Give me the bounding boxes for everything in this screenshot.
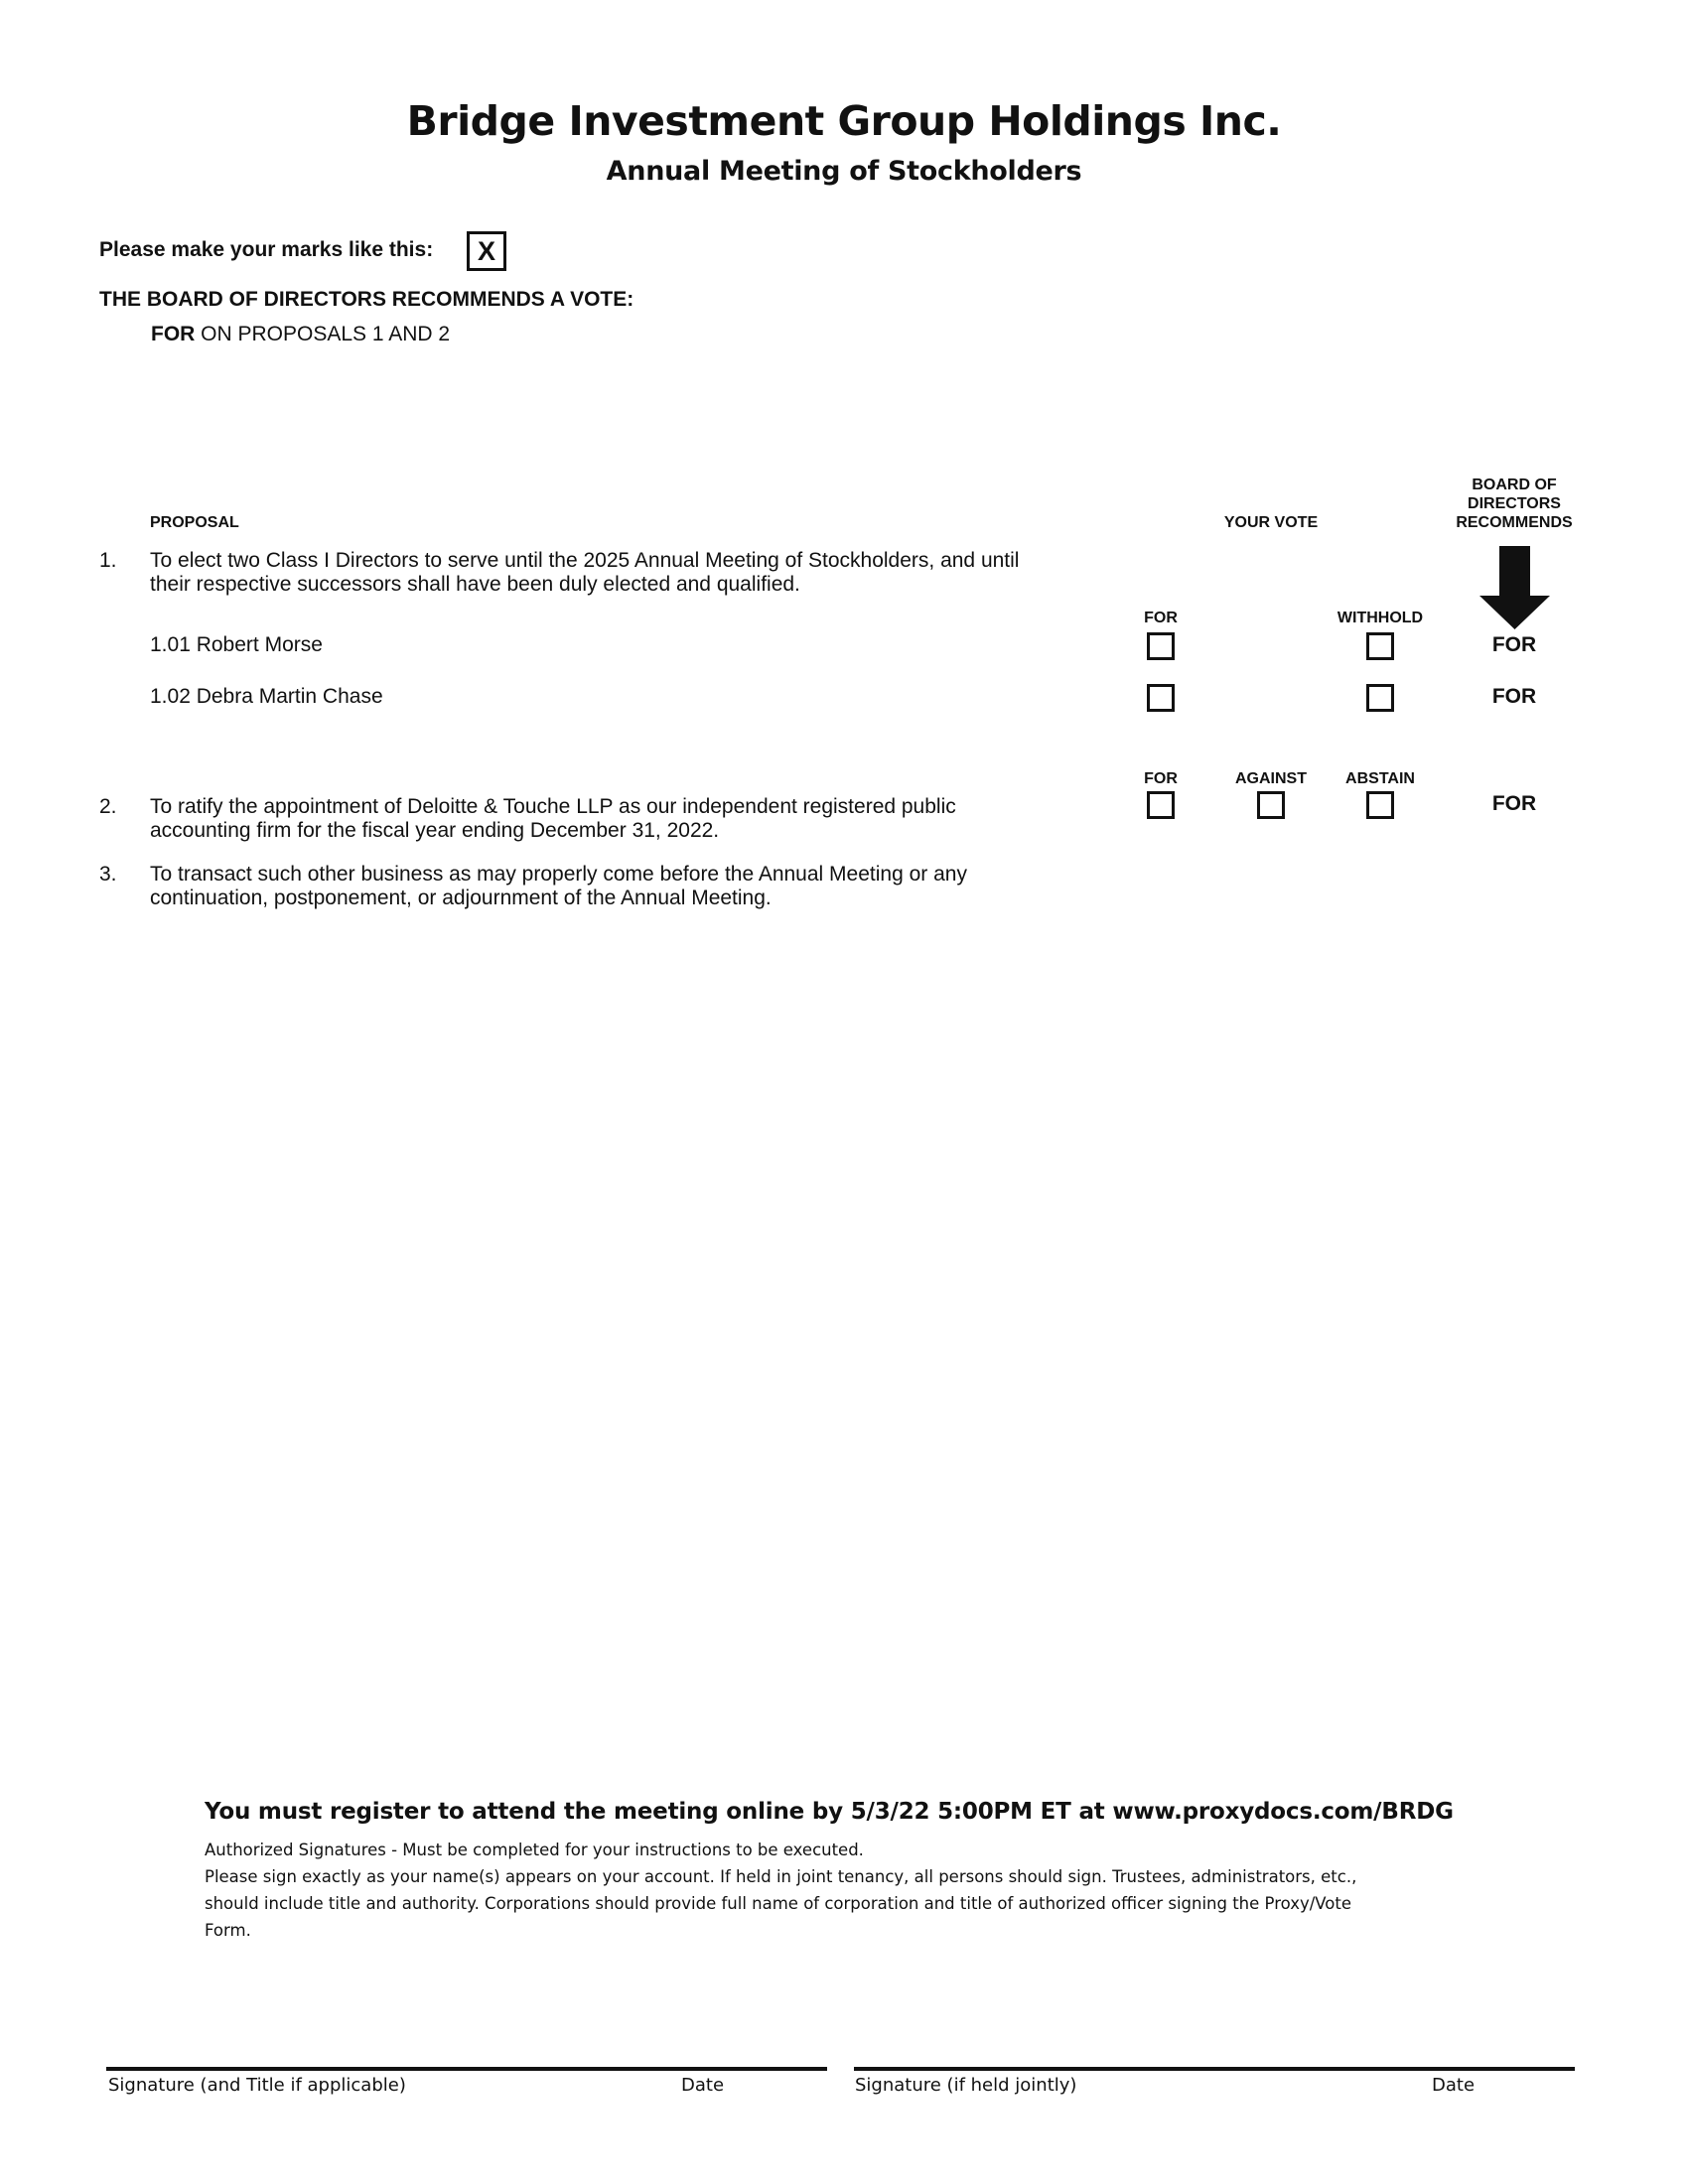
signing-instructions-line1: Please sign exactly as your name(s) appears on your account. If held in joint tenancy, all persons should sign. Trustees, administrators, etc., [205, 1867, 1357, 1886]
nominee-1-01-recommendation: FOR [1491, 633, 1537, 656]
nominee-1-02-recommendation: FOR [1491, 685, 1537, 708]
signing-instructions-line2: should include title and authority. Corporations should provide full name of corporation and title of authorized officer signing the Proxy/Vote [205, 1894, 1352, 1913]
marks-instruction: Please make your marks like this: [99, 238, 434, 261]
signature-line-2[interactable] [854, 2067, 1575, 2071]
proposal-2-abstain-label: ABSTAIN [1345, 770, 1415, 787]
signature-2-label: Signature (if held jointly) [855, 2075, 1077, 2096]
down-arrow-icon [1477, 546, 1552, 629]
proposal-1-line2: their respective successors shall have been duly elected and qualified. [150, 573, 800, 596]
proposal-1-line1: To elect two Class I Directors to serve until the 2025 Annual Meeting of Stockholders, and until [150, 549, 1020, 572]
proposal-2-abstain-checkbox[interactable] [1366, 791, 1394, 819]
board-recommendation-heading: THE BOARD OF DIRECTORS RECOMMENDS A VOTE: [99, 288, 634, 311]
proposal-2-line2: accounting firm for the fiscal year ending December 31, 2022. [150, 819, 720, 842]
nominee-1-01-for-checkbox[interactable] [1147, 632, 1175, 660]
proposal-2-against-checkbox[interactable] [1257, 791, 1285, 819]
proposal-2-text [150, 795, 1103, 843]
proposal-2-recommendation: FOR [1491, 792, 1537, 815]
mark-example-box: X [467, 231, 506, 271]
proposal-1-for-label: FOR [1144, 610, 1178, 626]
nominee-1-01: 1.01 Robert Morse [150, 633, 323, 656]
recommendation-for: FOR [151, 323, 196, 345]
signature-1-label: Signature (and Title if applicable) [108, 2075, 406, 2096]
proposal-3-number: 3. [99, 863, 117, 886]
board-header-line2: DIRECTORS [1468, 495, 1561, 512]
board-header-line3: RECOMMENDS [1456, 514, 1573, 531]
nominee-1-02-for-checkbox[interactable] [1147, 684, 1175, 712]
proposal-1-withhold-label: WITHHOLD [1336, 610, 1424, 626]
date-2-label: Date [1432, 2075, 1476, 2096]
proposal-2-against-label: AGAINST [1235, 770, 1307, 787]
nominee-1-01-withhold-checkbox[interactable] [1366, 632, 1394, 660]
proposal-3-line1: To transact such other business as may properly come before the Annual Meeting or any [150, 863, 967, 886]
board-recommends-column-header [1430, 476, 1599, 532]
your-vote-column-header: YOUR VOTE [1223, 514, 1319, 531]
proposal-3-text [150, 863, 1103, 910]
signing-instructions [205, 1863, 1495, 1944]
proposal-2-for-checkbox[interactable] [1147, 791, 1175, 819]
document-subtitle: Annual Meeting of Stockholders [606, 156, 1082, 187]
proposal-2-number: 2. [99, 795, 117, 818]
proposal-1-text [150, 549, 1103, 597]
proposal-column-header: PROPOSAL [150, 514, 239, 531]
proposal-2-for-label: FOR [1144, 770, 1178, 787]
registration-notice: You must register to attend the meeting online by 5/3/22 5:00PM ET at www.proxydocs.com/BRDG [205, 1799, 1454, 1825]
date-1-label: Date [681, 2075, 725, 2096]
recommendation-summary [151, 323, 450, 346]
board-header-line1: BOARD OF [1472, 477, 1557, 493]
nominee-1-02-withhold-checkbox[interactable] [1366, 684, 1394, 712]
signature-line-1[interactable] [106, 2067, 827, 2071]
recommendation-rest: ON PROPOSALS 1 AND 2 [195, 323, 451, 345]
nominee-1-02: 1.02 Debra Martin Chase [150, 685, 383, 708]
document-title: Bridge Investment Group Holdings Inc. [406, 97, 1282, 145]
proposal-2-line1: To ratify the appointment of Deloitte & Touche LLP as our independent registered public [150, 795, 956, 818]
authorized-signatures-note: Authorized Signatures - Must be completed for your instructions to be executed. [205, 1841, 864, 1859]
proposal-3-line2: continuation, postponement, or adjournment of the Annual Meeting. [150, 887, 772, 909]
signing-instructions-line3: Form. [205, 1921, 251, 1940]
proposal-1-number: 1. [99, 549, 117, 572]
